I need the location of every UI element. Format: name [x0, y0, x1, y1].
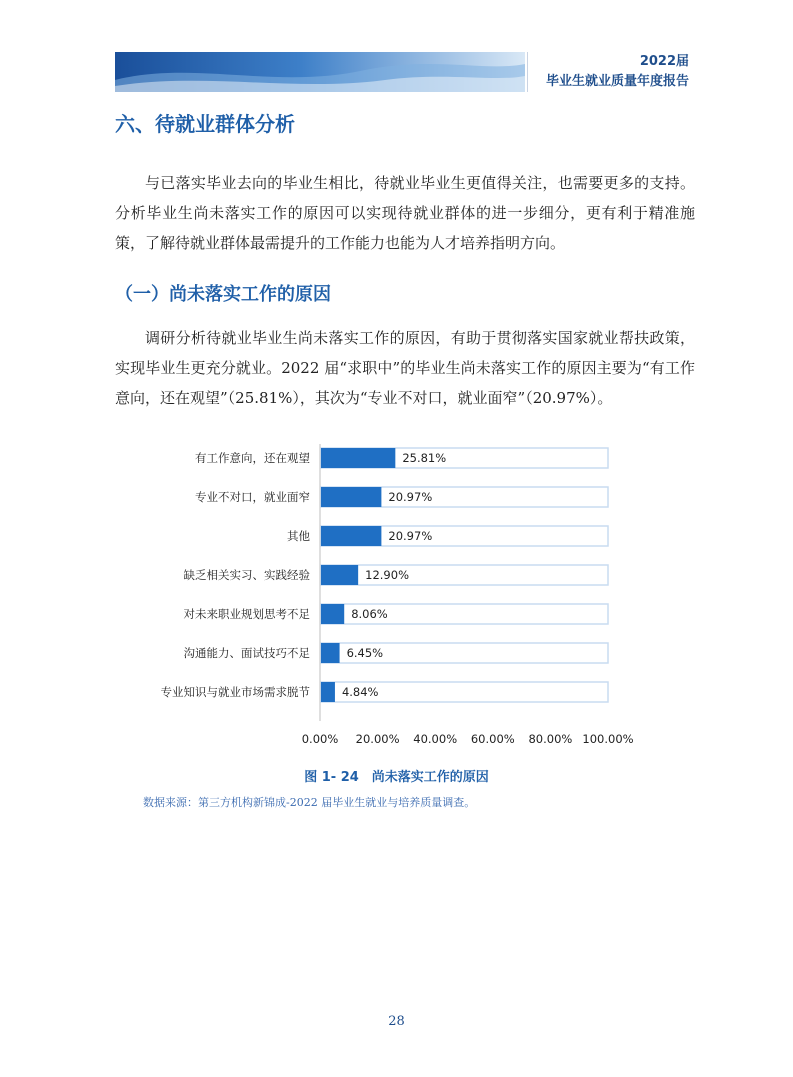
- subsection-title: （一）尚未落实工作的原因: [115, 284, 331, 305]
- bar: [321, 487, 381, 507]
- bar: [321, 682, 335, 702]
- section-title: 六、待就业群体分析: [115, 112, 295, 136]
- subsection-paragraph: 调研分析待就业毕业生尚未落实工作的原因，有助于贯彻落实国家就业帮扶政策，实现毕业生更充分就业。2022 届“求职中”的毕业生尚未落实工作的原因主要为“有工作意向，还在观望”（25.81%），其次为“专业不对口，就业面窄”（20.97%）。: [115, 329, 695, 407]
- category-label: 沟通能力、面试技巧不足: [183, 646, 310, 660]
- bar: [321, 604, 344, 624]
- x-tick-label: 60.00%: [470, 732, 515, 746]
- category-label: 专业不对口，就业面窄: [195, 490, 310, 504]
- data-source: 数据来源：第三方机构新锦成-2022 届毕业生就业与培养质量调查。: [143, 796, 476, 809]
- bar: [321, 565, 358, 585]
- header-banner: [115, 52, 525, 92]
- section-paragraph: 与已落实毕业去向的毕业生相比，待就业毕业生更值得关注，也需要更多的支持。分析毕业生尚未落实工作的原因可以实现待就业群体的进一步细分，更有利于精准施策，了解待就业群体最需提升的工作能力也能为人才培养指明方向。: [115, 174, 695, 252]
- bar: [321, 526, 381, 546]
- x-tick-label: 40.00%: [413, 732, 458, 746]
- category-label: 有工作意向，还在观望: [195, 451, 310, 465]
- figure-caption: 图 1- 24 尚未落实工作的原因: [304, 770, 489, 785]
- header-divider: [527, 52, 528, 92]
- category-label: 其他: [287, 529, 310, 543]
- bar: [321, 448, 395, 468]
- bar: [321, 643, 340, 663]
- page-number: 28: [388, 1014, 405, 1029]
- banner-graphic: [115, 52, 525, 92]
- value-label: 20.97%: [388, 529, 433, 543]
- category-label: 缺乏相关实习、实践经验: [183, 568, 310, 582]
- value-label: 8.06%: [351, 607, 388, 621]
- value-label: 12.90%: [365, 568, 410, 582]
- chart-svg: [0, 430, 793, 750]
- x-tick-label: 0.00%: [301, 732, 339, 746]
- value-label: 25.81%: [402, 451, 447, 465]
- x-tick-label: 20.00%: [355, 732, 400, 746]
- value-label: 6.45%: [346, 646, 384, 660]
- value-label: 20.97%: [388, 490, 433, 504]
- category-label: 对未来职业规划思考不足: [183, 607, 310, 621]
- header-title: 毕业生就业质量年度报告: [545, 74, 689, 89]
- value-label: 4.84%: [341, 685, 379, 699]
- bar-track: [321, 565, 608, 585]
- x-tick-label: 100.00%: [582, 732, 634, 746]
- category-label: 专业知识与就业市场需求脱节: [160, 685, 310, 699]
- header-year: 2022届: [639, 54, 689, 69]
- reasons-bar-chart: [0, 430, 793, 750]
- x-tick-label: 80.00%: [528, 732, 573, 746]
